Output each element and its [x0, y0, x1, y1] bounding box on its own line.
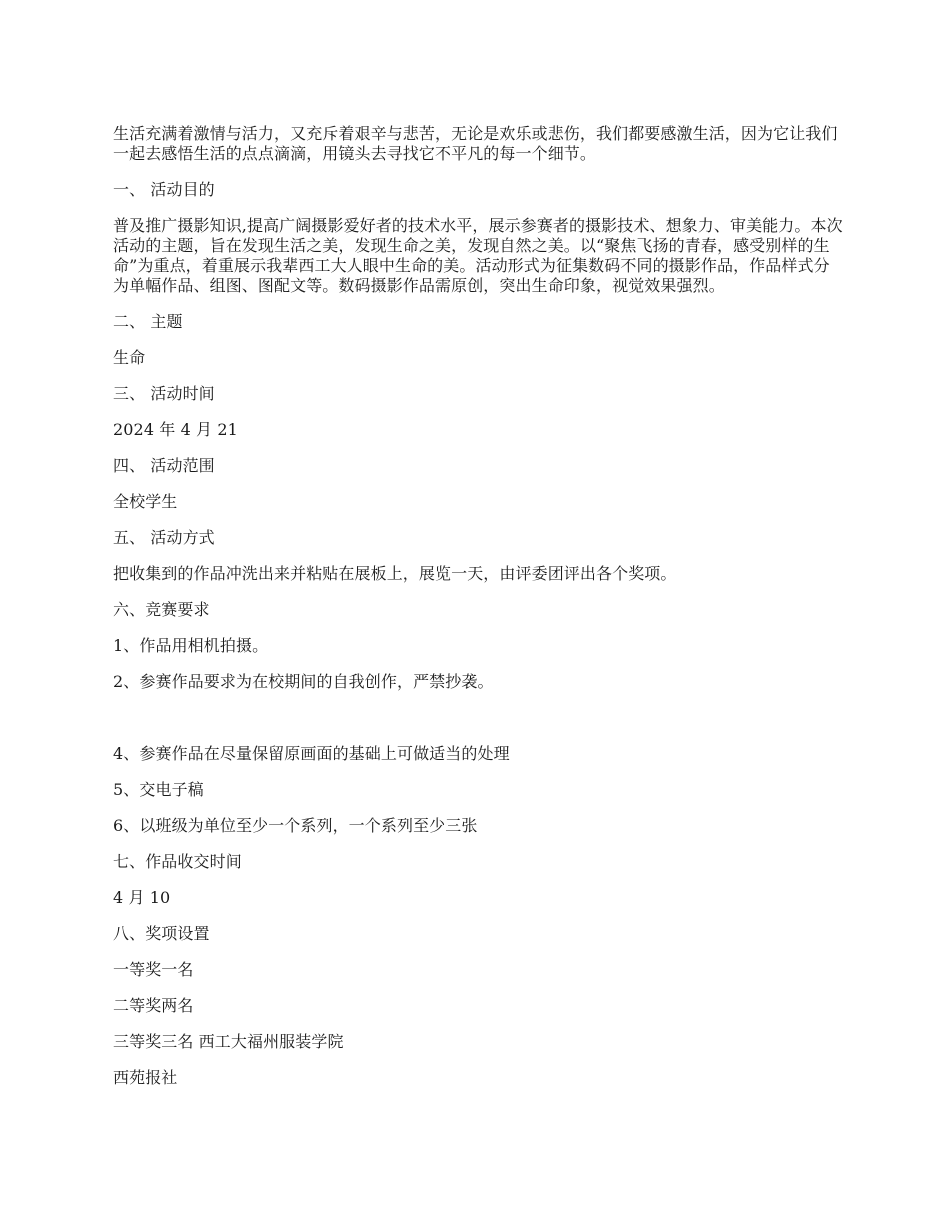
scope-text: 全校学生	[113, 492, 178, 511]
requirement-item-5: 5、交电子稿	[113, 780, 204, 799]
requirement-item-2: 2、参赛作品要求为在校期间的自我创作，严禁抄袭。	[113, 672, 494, 691]
purpose-paragraph: 普及推广摄影知识,提高广阔摄影爱好者的技术水平，展示参赛者的摄影技术、想象力、审美能力。本次活动的主题，旨在发现生活之美，发现生命之美，发现自然之美。以“聚焦飞扬的青春，感受别样的生命”为重点，着重展示我辈西工大人眼中生命的美。活动形式为征集数码不同的摄影作品，作品样式分为单幅作品、组图、图配文等。数码摄影作品需原创，突出生命印象，视觉效果强烈。	[113, 216, 843, 295]
section-heading-awards: 八、奖项设置	[113, 924, 210, 943]
award-third: 三等奖三名 西工大福州服装学院	[113, 1032, 344, 1051]
award-first: 一等奖一名	[113, 960, 194, 979]
requirement-item-4: 4、参赛作品在尽量保留原画面的基础上可做适当的处理	[113, 744, 510, 763]
time-text: 2024 年 4 月 21	[113, 420, 238, 439]
section-heading-method: 五、 活动方式	[113, 528, 215, 547]
section-heading-purpose: 一、 活动目的	[113, 180, 215, 199]
section-heading-requirements: 六、竞赛要求	[113, 600, 210, 619]
award-second: 二等奖两名	[113, 996, 194, 1015]
section-heading-theme: 二、 主题	[113, 312, 183, 331]
requirement-item-1: 1、作品用相机拍摄。	[113, 636, 269, 655]
deadline-text: 4 月 10	[113, 888, 171, 907]
theme-text: 生命	[113, 348, 146, 367]
section-heading-scope: 四、 活动范围	[113, 456, 215, 475]
section-heading-time: 三、 活动时间	[113, 384, 215, 403]
method-text: 把收集到的作品冲洗出来并粘贴在展板上，展览一天，由评委团评出各个奖项。	[113, 564, 677, 583]
section-heading-deadline: 七、作品收交时间	[113, 852, 242, 871]
requirement-item-6: 6、以班级为单位至少一个系列，一个系列至少三张	[113, 816, 478, 835]
organizer-name: 西苑报社	[113, 1068, 178, 1087]
document-page	[113, 124, 843, 1104]
intro-paragraph: 生活充满着激情与活力，又充斥着艰辛与悲苦，无论是欢乐或悲伤，我们都要感激生活，因为它让我们一起去感悟生活的点点滴滴，用镜头去寻找它不平凡的每一个细节。	[113, 124, 838, 163]
